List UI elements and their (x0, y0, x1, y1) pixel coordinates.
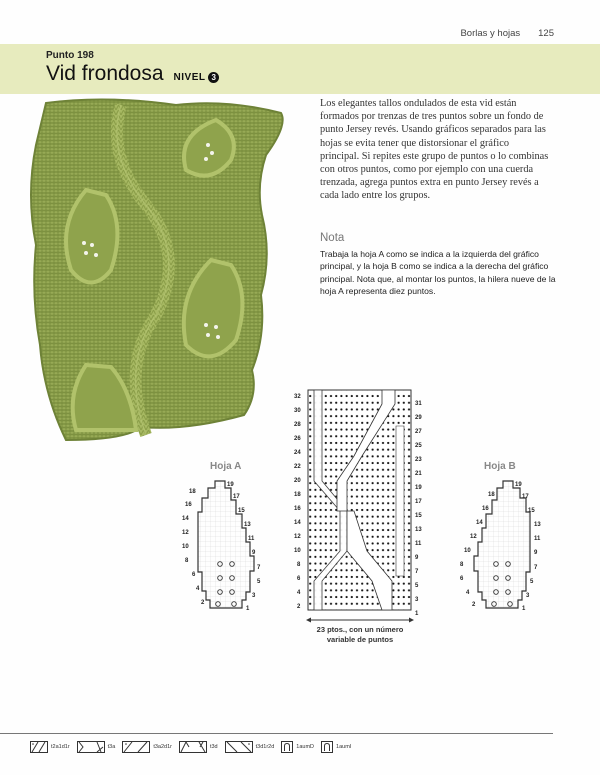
svg-text:2: 2 (201, 600, 205, 606)
main-chart (292, 386, 432, 618)
svg-text:24: 24 (294, 450, 301, 456)
legend-item (30, 741, 70, 753)
stitch-number: Punto 198 (46, 50, 94, 61)
svg-text:1: 1 (415, 611, 419, 617)
svg-text:2: 2 (472, 602, 476, 608)
svg-text:5: 5 (530, 579, 534, 585)
symbol-legend (30, 741, 351, 753)
svg-text:27: 27 (415, 429, 422, 435)
caption-line-2: variable de puntos (326, 635, 394, 644)
leaf-a-chart (180, 476, 270, 614)
svg-text:15: 15 (415, 513, 422, 519)
svg-text:9: 9 (534, 550, 538, 556)
svg-text:10: 10 (464, 548, 471, 554)
intro-paragraph: Los elegantes tallos ondulados de esta vid están formados por trenzas de tres puntos sobre un fondo de punto Jersey revés. Usando gráficos separados para las hojas se evita tener que distorsionar el gráfico principal. Si repites este grupo de puntos o lo combinas con otros puntos, como por ejemplo con una cuerda trenzada, agrega puntos extra en punto Jersey revés a cada lado entre los grupos. (320, 98, 549, 202)
svg-text:1: 1 (246, 606, 250, 612)
svg-text:25: 25 (415, 443, 422, 449)
svg-text:15: 15 (528, 508, 535, 514)
svg-text:14: 14 (294, 520, 301, 526)
leaf-b-label: Hoja B (484, 461, 516, 472)
svg-text:16: 16 (294, 506, 301, 512)
svg-text:6: 6 (192, 572, 196, 578)
legend-item (225, 741, 275, 753)
svg-text:3: 3 (415, 597, 419, 603)
svg-text:14: 14 (476, 520, 483, 526)
svg-text:11: 11 (248, 536, 255, 542)
legend-label: t3a2d1r (153, 744, 172, 750)
svg-text:20: 20 (294, 478, 301, 484)
1aumI-icon (321, 741, 333, 753)
svg-text:11: 11 (534, 536, 541, 542)
svg-text:7: 7 (257, 565, 261, 571)
svg-text:12: 12 (182, 530, 189, 536)
svg-text:28: 28 (294, 422, 301, 428)
svg-text:13: 13 (244, 522, 251, 528)
svg-text:7: 7 (415, 569, 419, 575)
svg-text:15: 15 (238, 508, 245, 514)
svg-text:7: 7 (534, 565, 538, 571)
note-heading: Nota (320, 232, 345, 244)
t3a-icon (77, 741, 105, 753)
knit-swatch-image (26, 95, 292, 445)
level-number-icon: 3 (208, 72, 219, 83)
svg-text:4: 4 (466, 590, 470, 596)
svg-text:19: 19 (415, 485, 422, 491)
svg-text:19: 19 (227, 482, 234, 488)
svg-text:8: 8 (460, 562, 464, 568)
svg-text:26: 26 (294, 436, 301, 442)
1aumD-icon (281, 741, 293, 753)
svg-text:3: 3 (252, 593, 256, 599)
leaf-b-chart (458, 476, 548, 614)
svg-text:4: 4 (196, 586, 200, 592)
svg-text:12: 12 (294, 534, 301, 540)
svg-text:8: 8 (185, 558, 189, 564)
svg-text:22: 22 (294, 464, 301, 470)
legend-item (77, 741, 116, 753)
svg-text:10: 10 (182, 544, 189, 550)
svg-text:6: 6 (297, 576, 301, 582)
svg-text:4: 4 (297, 590, 301, 596)
legend-label: t3d1r2d (255, 744, 275, 750)
svg-text:9: 9 (252, 550, 256, 556)
svg-text:29: 29 (415, 415, 422, 421)
t3d-icon (179, 741, 207, 753)
svg-text:23: 23 (415, 457, 422, 463)
legend-label: 1aumI (336, 744, 352, 750)
svg-text:8: 8 (297, 562, 301, 568)
legend-item (122, 741, 172, 753)
svg-text:31: 31 (415, 401, 422, 407)
level-badge (174, 72, 220, 83)
svg-text:16: 16 (185, 502, 192, 508)
svg-text:1: 1 (522, 606, 526, 612)
svg-text:2: 2 (297, 604, 301, 610)
footer-rule (0, 733, 553, 734)
svg-text:13: 13 (415, 527, 422, 533)
svg-text:10: 10 (294, 548, 301, 554)
page-number: 125 (538, 28, 554, 39)
svg-text:11: 11 (415, 541, 422, 547)
svg-text:17: 17 (522, 494, 529, 500)
leaf-a-label: Hoja A (210, 461, 242, 472)
legend-item (321, 741, 351, 753)
svg-text:32: 32 (294, 394, 301, 400)
t2a1d1r-icon (30, 741, 48, 753)
svg-text:19: 19 (515, 482, 522, 488)
stitch-name: Vid frondosa (46, 62, 164, 85)
legend-item (281, 741, 314, 753)
svg-text:13: 13 (534, 522, 541, 528)
svg-text:17: 17 (415, 499, 422, 505)
svg-text:9: 9 (415, 555, 419, 561)
legend-item (179, 741, 218, 753)
legend-label: t3d (209, 744, 218, 750)
note-text: Trabaja la hoja A como se indica a la izquierda del gráfico principal, y la hoja B como se indica a la derecha del gráfico principal. Nota que, al montar los puntos, la hilera nueve de la hoja A representa diez puntos. (320, 249, 556, 296)
page-title (46, 62, 219, 86)
svg-text:18: 18 (189, 489, 196, 495)
svg-text:5: 5 (415, 583, 419, 589)
svg-text:17: 17 (233, 494, 240, 500)
width-arrow-icon (306, 616, 414, 624)
t3a2d1r-icon (122, 741, 150, 753)
svg-text:16: 16 (482, 506, 489, 512)
level-label: NIVEL (173, 72, 206, 83)
section-title: Borlas y hojas (460, 28, 521, 39)
title-band (0, 44, 600, 94)
svg-text:18: 18 (294, 492, 301, 498)
running-head (460, 28, 554, 39)
caption-line-1: 23 ptos., con un número (316, 625, 404, 634)
chart-caption (300, 625, 420, 645)
svg-text:14: 14 (182, 516, 189, 522)
legend-label: t2a1d1r (51, 744, 70, 750)
legend-label: t3a (107, 744, 116, 750)
svg-text:5: 5 (257, 579, 261, 585)
legend-label: 1aumD (296, 744, 315, 750)
svg-text:3: 3 (526, 593, 530, 599)
svg-text:21: 21 (415, 471, 422, 477)
svg-text:18: 18 (488, 492, 495, 498)
svg-text:6: 6 (460, 576, 464, 582)
svg-text:30: 30 (294, 408, 301, 414)
t3d1r2d-icon (225, 741, 253, 753)
svg-text:12: 12 (470, 534, 477, 540)
